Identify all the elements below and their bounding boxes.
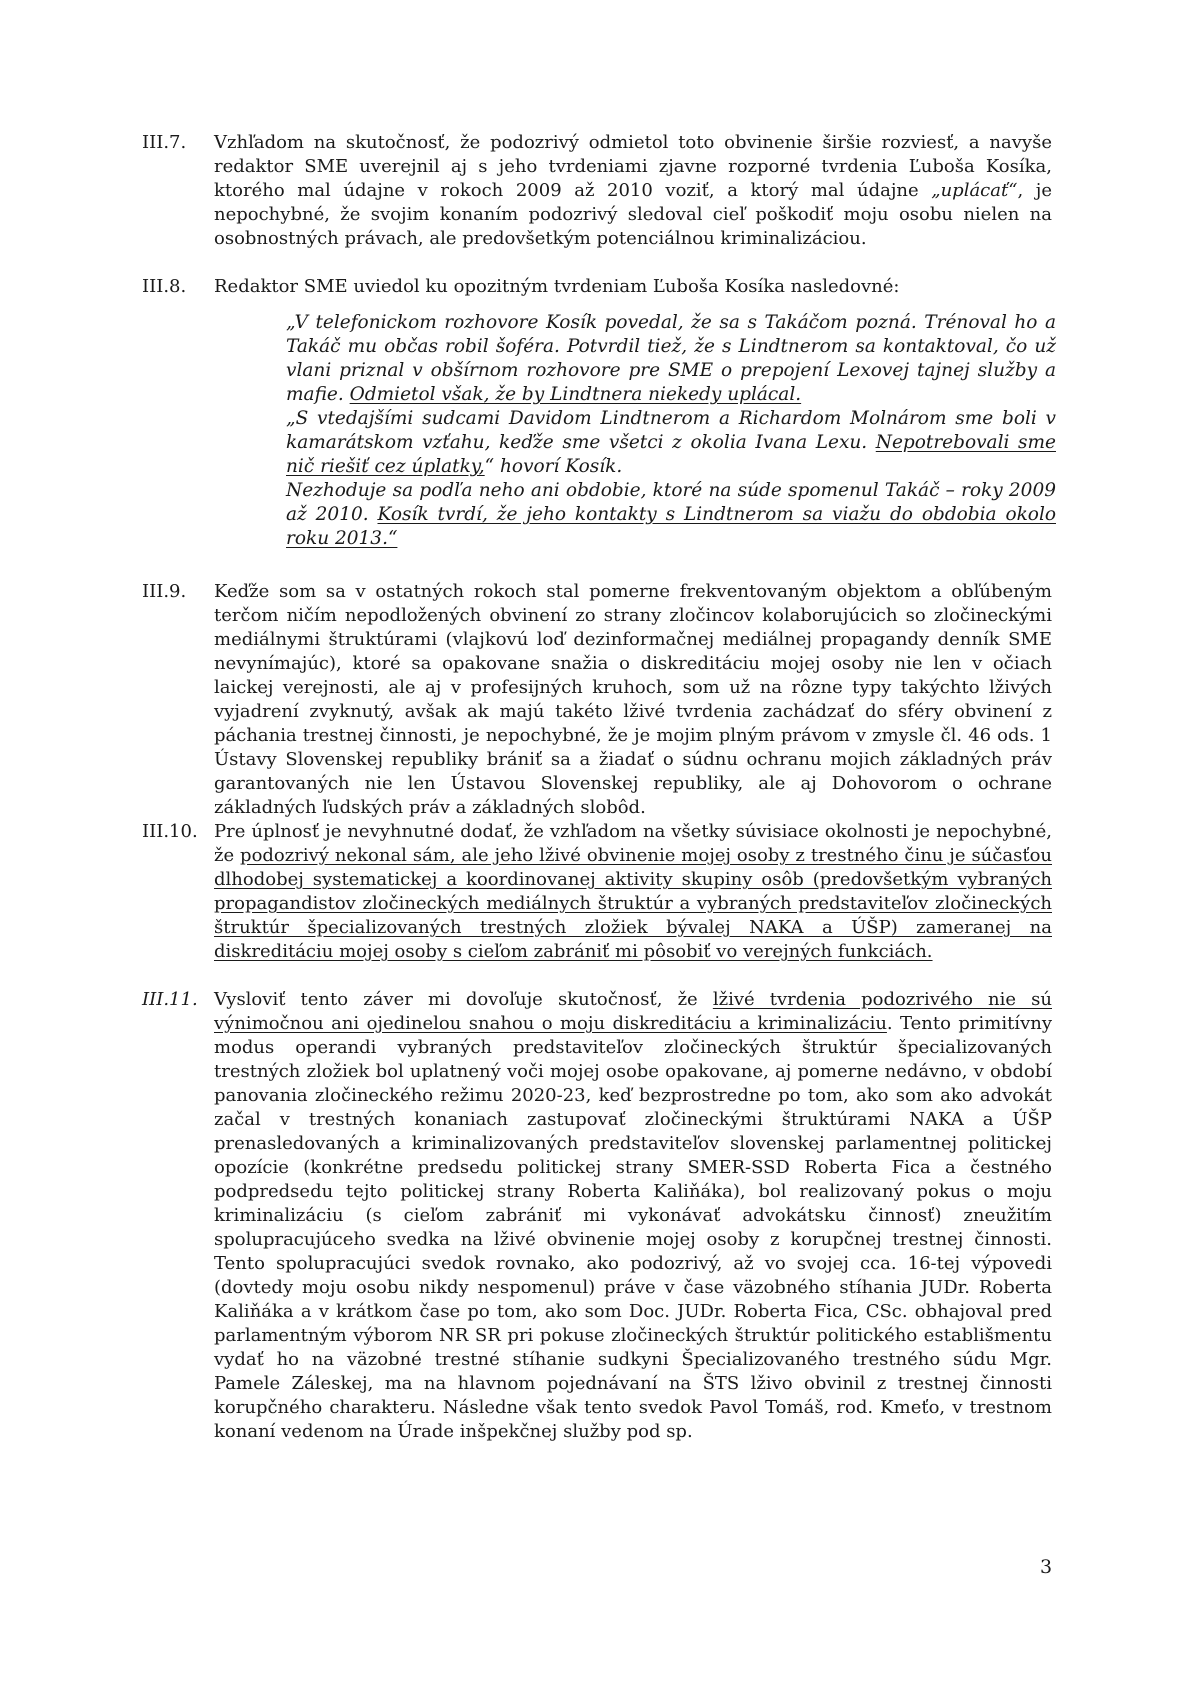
block-quote: [286, 311, 1056, 551]
paragraph-III-9: [142, 580, 1052, 820]
quote-paragraph: „S vtedajšími sudcami Davidom Lindtnerom a Richardom Molnárom sme boli v kamarátskom vzťahu, keďže sme všetci z okolia Ivana Lexu. Nepotrebovali sme nič riešiť cez úplatky,“ hovorí Kosík.: [286, 408, 1056, 477]
paragraph-number: III.11.: [142, 989, 198, 1010]
paragraph-number: III.8.: [142, 276, 187, 297]
quote-paragraph: Nezhoduje sa podľa neho ani obdobie, ktoré na súde spomenul Takáč – roky 2009 až 2010. Kosík tvrdí, že jeho kontakty s Lindtnerom sa viažu do obdobia okolo roku 2013.“: [286, 480, 1056, 549]
paragraph-III-8: [142, 275, 1052, 299]
paragraph-number: III.9.: [142, 581, 187, 602]
paragraph-III-10: [142, 820, 1052, 964]
paragraph-text: Keďže som sa v ostatných rokoch stal pomerne frekventovaným objektom a obľúbeným terčom ničím nepodložených obvinení zo strany zločincov kolaborujúcich so zločineckými mediálnymi štruktúrami (vlajkovú loď dezinformačnej mediálnej propagandy denník SME nevynímajúc), ktoré sa opakovane snažia o diskreditáciu mojej osoby nie len v očiach laickej verejnosti, ale aj v profesijných kruhoch, som už na rôzne typy takýchto lživých vyjadrení zvyknutý, avšak ak majú takéto lživé tvrdenia zachádzať do sféry obvinení z páchania trestnej činnosti, je nepochybné, že je mojim plným právom v zmysle čl. 46 ods. 1 Ústavy Slovenskej republiky brániť sa a žiadať o súdnu ochranu mojich základných práv garantovaných nie len Ústavou Slovenskej republiky, ale aj Dohovorom o ochrane základných ľudských práv a základných slobôd.: [214, 581, 1052, 818]
paragraph-text: Vysloviť tento záver mi dovoľuje skutočnosť, že lživé tvrdenia podozrivého nie sú výnimočnou ani ojedinelou snahou o moju diskreditáciu a kriminalizáciu. Tento primitívny modus operandi vybraných predstaviteľov zločineckých štruktúr špecializovaných trestných zložiek bol uplatnený voči mojej osobe opakovane, aj pomerne nedávno, v období panovania zločineckého režimu 2020-23, keď bezprostredne po tom, ako som ako advokát začal v trestných konaniach zastupovať zločineckými štruktúrami NAKA a ÚŠP prenasledovaných a kriminalizovaných predstaviteľov slovenskej parlamentnej politickej opozície (konkrétne predsedu politickej strany SMER-SSD Roberta Fica a čestného podpredsedu tejto politickej strany Roberta Kaliňáka), bol realizovaný pokus o moju kriminalizáciu (s cieľom zabrániť mi vykonávať advokátsku činnosť) zneužitím spolupracujúceho svedka na lživé obvinenie mojej osoby z korupčnej trestnej činnosti. Tento spolupracujúci svedok rovnako, ako podozrivý, až vo svojej cca. 16-tej výpovedi (dovtedy moju osobu nikdy nespomenul) práve v čase väzobného stíhania JUDr. Roberta Kaliňáka a v krátkom čase po tom, ako som Doc. JUDr. Roberta Fica, CSc. obhajoval pred parlamentným výborom NR SR pri pokuse zločineckých štruktúr politického establišmentu vydať ho na väzobné trestné stíhanie sudkyni Špecializovaného trestného súdu Mgr. Pamele Záleskej, ma na hlavnom pojednávaní na ŠTS lživo obvinil z trestnej činnosti korupčného charakteru. Následne však tento svedok Pavol Tomáš, rod. Kmeťo, v trestnom konaní vedenom na Úrade inšpekčnej služby pod sp.: [214, 989, 1052, 1442]
paragraph-number: III.7.: [142, 132, 187, 153]
paragraph-III-11: [142, 988, 1052, 1444]
quote-paragraph: „V telefonickom rozhovore Kosík povedal, že sa s Takáčom pozná. Trénoval ho a Takáč mu občas robil šoféra. Potvrdil tiež, že s Lindtnerom sa kontaktoval, čo už vlani priznal v obšírnom rozhovore pre SME o prepojení Lexovej tajnej služby a mafie. Odmietol však, že by Lindtnera niekedy uplácal.: [286, 312, 1056, 405]
paragraph-text: Redaktor SME uviedol ku opozitným tvrdeniam Ľuboša Kosíka nasledovné:: [214, 276, 900, 297]
paragraph-number: III.10.: [142, 821, 198, 842]
paragraph-III-7: [142, 131, 1052, 251]
paragraph-text: Pre úplnosť je nevyhnutné dodať, že vzhľadom na všetky súvisiace okolnosti je nepochybné, že podozrivý nekonal sám, ale jeho lživé obvinenie mojej osoby z trestného činu je súčasťou dlhodobej systematickej a koordinovanej aktivity skupiny osôb (predovšetkým vybraných propagandistov zločineckých mediálnych štruktúr a vybraných predstaviteľov zločineckých štruktúr špecializovaných trestných zložiek bývalej NAKA a ÚŠP) zameranej na diskreditáciu mojej osoby s cieľom zabrániť mi pôsobiť vo verejných funkciách.: [214, 821, 1052, 962]
paragraph-text: Vzhľadom na skutočnosť, že podozrivý odmietol toto obvinenie širšie rozviesť, a navyše redaktor SME uverejnil aj s jeho tvrdeniami zjavne rozporné tvrdenia Ľuboša Kosíka, ktorého mal údajne v rokoch 2009 až 2010 voziť, a ktorý mal údajne „uplácať“, je nepochybné, že svojim konaním podozrivý sledoval cieľ poškodiť moju osobu nielen na osobnostných právach, ale predovšetkým potenciálnou kriminalizáciou.: [214, 132, 1052, 249]
page-number: 3: [1040, 1556, 1053, 1578]
